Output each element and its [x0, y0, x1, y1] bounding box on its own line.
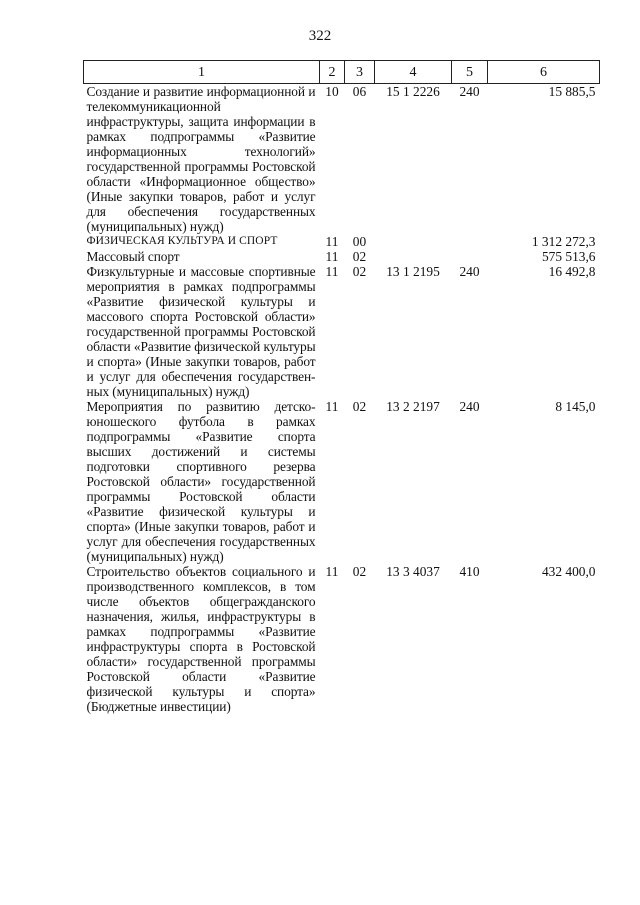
row-name: Мероприятия по развитию детско-юношеского футбола в рамках подпрограммы «Развитие спорта высших достижений и системы подготовки спортивного резерва Ростовской области» государственной программы Ростовской области «Развитие физической культуры и спорта» (Иные закупки товаров, работ и услуг для обеспечения государственных (муниципальных) нужд) [86, 399, 316, 564]
table-row [84, 399, 600, 564]
budget-table [83, 60, 600, 714]
row-type: 240 [459, 264, 480, 279]
row-section: 11 [325, 234, 339, 249]
row-subsection: 06 [352, 84, 367, 99]
row-amount: 575 513,6 [541, 249, 596, 264]
header-col-4: 4 [375, 61, 452, 84]
row-name: Строительство объектов социального и производственного комплексов, в том числе объектов общегражданского назначения, жилья, инфраструктуры в рамках подпрограммы «Развитие инфраструктуры спорта в Ростовской области» государственной программы Ростовской области «Развитие физической культуры и спорта» (Бюджетные инвестиции) [86, 564, 316, 714]
row-subsection: 02 [352, 399, 367, 414]
header-row [84, 61, 600, 84]
row-section: 11 [325, 264, 339, 279]
header-col-5: 5 [452, 61, 488, 84]
row-type [452, 234, 488, 249]
row-amount: 8 145,0 [555, 399, 596, 414]
row-section: 10 [325, 84, 339, 99]
table-row [84, 564, 600, 714]
header-col-6: 6 [488, 61, 600, 84]
row-section: 11 [325, 564, 339, 579]
row-subsection: 02 [352, 264, 367, 279]
row-target [375, 234, 452, 249]
row-section: 11 [325, 249, 339, 264]
row-subsection: 00 [352, 234, 367, 249]
header-col-2: 2 [320, 61, 345, 84]
row-target [375, 249, 452, 264]
row-type [452, 249, 488, 264]
row-target: 15 1 2226 [386, 84, 440, 99]
row-subsection: 02 [352, 249, 367, 264]
row-target: 13 1 2195 [386, 264, 440, 279]
row-name: Физкультурные и массовые спортивные мероприятия в рамках подпрограммы «Развитие физической культуры и массового спорта Ростовской области» государственной программы Ростовской области «Развитие физической культуры и спорта» (Иные закупки товаров, работ и услуг для обеспечения государственных (муниципальных) нужд) [86, 264, 316, 399]
row-name: Массовый спорт [86, 249, 180, 264]
row-amount: 432 400,0 [541, 564, 596, 579]
row-type: 410 [459, 564, 480, 579]
table-row [84, 264, 600, 399]
row-type: 240 [459, 84, 480, 99]
table-row [84, 234, 600, 249]
row-name: Создание и развитие информационной и телекоммуникационной инфраструктуры, защита информации в рамках подпрограммы «Развитие информационных технологий» государственной программы Ростовской области «Информационное общество» (Иные закупки товаров, работ и услуг для обеспечения государственных (муниципальных) нужд) [86, 84, 316, 234]
row-target: 13 3 4037 [386, 564, 440, 579]
row-amount: 16 492,8 [548, 264, 596, 279]
row-section: 11 [325, 399, 339, 414]
table-row [84, 249, 600, 264]
table-row [84, 84, 600, 235]
row-subsection: 02 [352, 564, 367, 579]
table-header [84, 61, 600, 84]
row-target: 13 2 2197 [386, 399, 440, 414]
row-amount: 1 312 272,3 [531, 234, 596, 249]
header-col-1: 1 [84, 61, 320, 84]
page-number: 322 [308, 28, 332, 44]
row-type: 240 [459, 399, 480, 414]
row-amount: 15 885,5 [548, 84, 596, 99]
row-name: ФИЗИЧЕСКАЯ КУЛЬТУРА И СПОРТ [86, 235, 278, 247]
header-col-3: 3 [345, 61, 375, 84]
table-body [84, 84, 600, 715]
